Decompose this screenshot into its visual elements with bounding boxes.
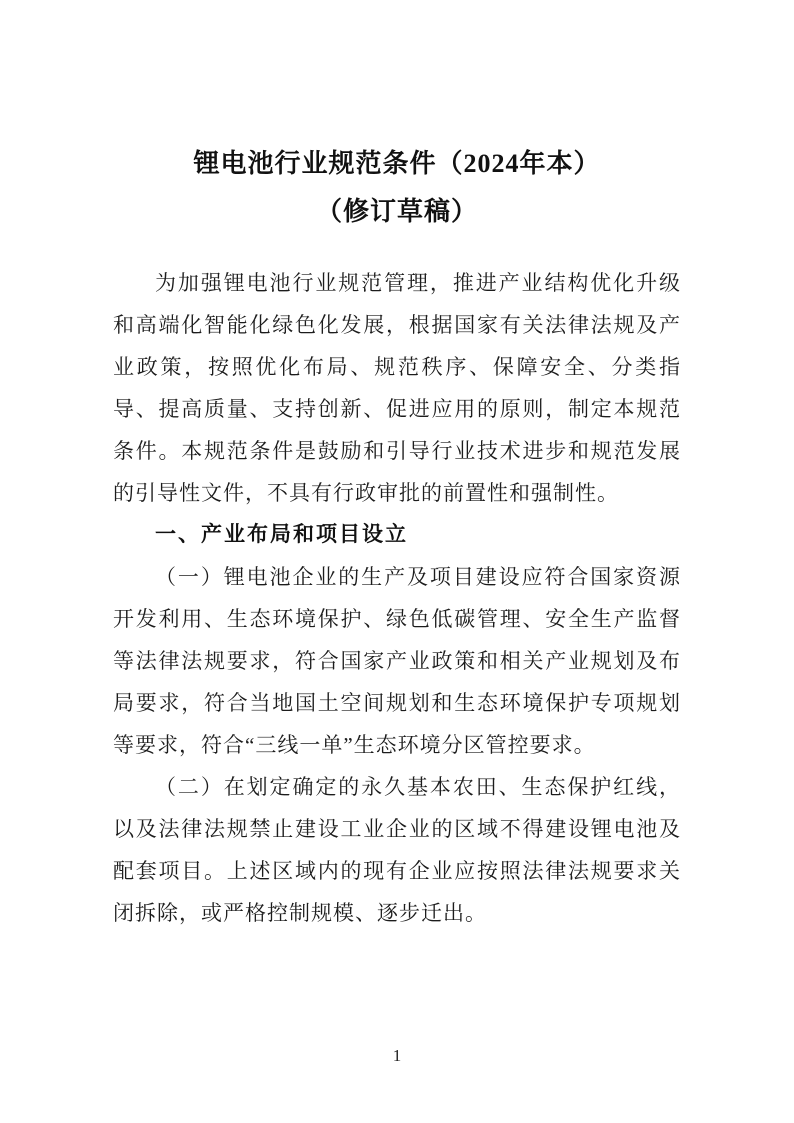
paragraph-clause-2: （二）在划定确定的永久基本农田、生态保护红线，以及法律法规禁止建设工业企业的区域不得建设锂电池及配套项目。上述区域内的现有企业应按照法律法规要求关闭拆除，或严格控制规模、逐步迁出。 [113,775,681,925]
document-content [113,140,681,934]
document-body [113,262,681,934]
document-subtitle: （修订草稿） [315,197,478,226]
paragraph-preamble: 为加强锂电池行业规范管理，推进产业结构优化升级和高端化智能化绿色化发展，根据国家有关法律法规及产业政策，按照优化布局、规范秩序、保障安全、分类指导、提高质量、支持创新、促进应用的原则，制定本规范条件。本规范条件是鼓励和引导行业技术进步和规范发展的引导性文件，不具有行政审批的前置性和强制性。 [113,271,681,505]
document-title: 锂电池行业规范条件（2024年本） [193,149,601,178]
page-number: 1 [392,1046,402,1065]
paragraph-clause-1: （一）锂电池企业的生产及项目建设应符合国家资源开发利用、生态环境保护、绿色低碳管理、安全生产监督等法律法规要求，符合国家产业政策和相关产业规划及布局要求，符合当地国土空间规划和生态环境保护专项规划等要求，符合“三线一单”生态环境分区管控要求。 [113,565,681,757]
section-heading-1: 一、产业布局和项目设立 [155,523,408,546]
